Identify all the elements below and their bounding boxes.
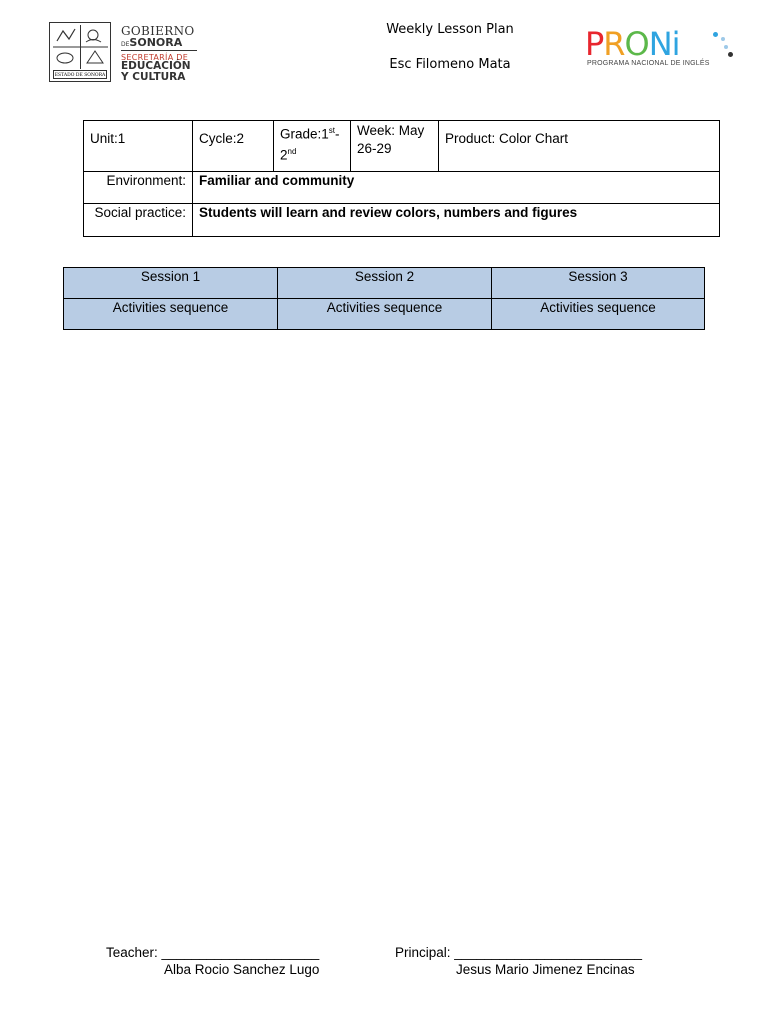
week-line2: 26-29 [357, 141, 392, 156]
logo-text-cultura: Y CULTURA [121, 71, 186, 83]
sessions-activity-row [64, 299, 705, 330]
grade-sup-first: st [328, 126, 336, 135]
document-title: Weekly Lesson Plan [386, 22, 514, 37]
teacher-name: Alba Rocio Sanchez Lugo [164, 962, 320, 977]
proni-letter: R [603, 25, 625, 63]
session-header: Session 2 [278, 268, 492, 299]
unit-cell: Unit:1 [84, 121, 193, 172]
logo-text-secretaria: SECRETARÍA DE [121, 53, 189, 62]
grade-prefix: Grade:1 [280, 126, 329, 142]
principal-signature [395, 945, 642, 960]
environment-value: Familiar and community [193, 172, 720, 204]
session-header: Session 1 [64, 268, 278, 299]
logo-text-educacion: EDUCACIÓN [121, 60, 191, 72]
social-practice-value: Students will learn and review colors, numbers and figures [193, 204, 720, 237]
proni-letter: P [585, 25, 604, 63]
week-line1: Week: May [357, 123, 425, 138]
environment-row [84, 172, 720, 204]
principal-name: Jesus Mario Jimenez Encinas [456, 962, 635, 977]
school-name: Esc Filomeno Mata [389, 57, 511, 72]
gobierno-sonora-logo [49, 22, 199, 84]
logo-text-sonora-word: SONORA [129, 36, 183, 49]
proni-dot-icon [721, 37, 725, 41]
grade-sup-second: nd [287, 146, 297, 156]
session-activity: Activities sequence [492, 299, 705, 330]
sonora-crest-icon [49, 22, 111, 82]
lesson-info-table [83, 120, 720, 237]
proni-dot-icon [724, 45, 728, 49]
environment-label: Environment: [84, 172, 193, 204]
sessions-header-row [64, 268, 705, 299]
proni-wordmark [585, 26, 680, 62]
cycle-cell: Cycle:2 [193, 121, 274, 172]
proni-letter: i [671, 25, 680, 63]
logo-text-de: DE [121, 41, 130, 48]
grade-cell [274, 121, 351, 172]
principal-signature-line: _________________________ [454, 945, 642, 960]
session-activity: Activities sequence [278, 299, 492, 330]
teacher-signature-line: _____________________ [161, 945, 320, 960]
logo-text-gobierno: GOBIERNO [121, 24, 195, 38]
proni-subtitle: PROGRAMA NACIONAL DE INGLÉS [587, 60, 710, 67]
sessions-table [63, 267, 705, 330]
grade-dash: - [335, 126, 340, 142]
session-header: Session 3 [492, 268, 705, 299]
proni-logo [585, 24, 737, 70]
grade-second: 2 [280, 147, 288, 162]
logo-divider [121, 50, 197, 51]
social-practice-row [84, 204, 720, 237]
proni-dot-icon [728, 52, 733, 57]
principal-label: Principal: [395, 945, 451, 960]
teacher-label: Teacher: [106, 945, 158, 960]
proni-letter: N [648, 25, 672, 63]
info-row-main [84, 121, 720, 172]
social-practice-label: Social practice: [84, 204, 193, 237]
proni-letter: O [624, 25, 649, 63]
session-activity: Activities sequence [64, 299, 278, 330]
logo-text-sonora [121, 36, 182, 49]
product-cell: Product: Color Chart [439, 121, 720, 172]
teacher-signature [106, 945, 319, 960]
week-cell [351, 121, 439, 172]
proni-dot-icon [713, 32, 718, 37]
crest-banner-text: ESTADO DE SONORA [53, 70, 107, 79]
